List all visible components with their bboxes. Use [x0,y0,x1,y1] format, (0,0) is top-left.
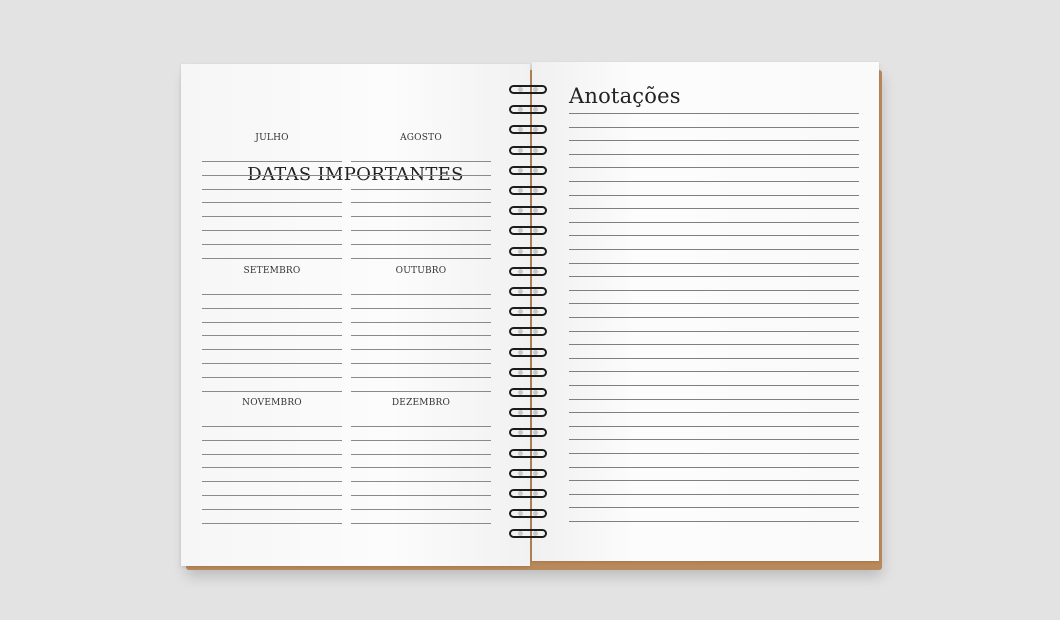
ruled-line [202,481,342,482]
ruled-line [351,523,491,524]
month-label-agosto: AGOSTO [400,133,442,143]
ruled-line [351,495,491,496]
spiral-ring [509,166,547,175]
punch-hole [533,471,538,476]
ruled-line [202,230,342,231]
ruled-line [569,399,859,400]
ruled-line [569,331,859,332]
spiral-ring [509,146,547,155]
month-label-setembro: SETEMBRO [243,266,301,276]
ruled-line [202,189,342,190]
ruled-line [569,467,859,468]
ruled-line [351,391,491,392]
ruled-line [569,113,859,114]
punch-hole [533,269,538,274]
punch-hole [518,148,523,153]
punch-hole [533,350,538,355]
ruled-line [351,308,491,309]
ruled-line [351,349,491,350]
ruled-line [569,439,859,440]
spiral-ring [509,348,547,357]
month-lines-outubro [351,294,491,404]
ruled-line [569,426,859,427]
ruled-line [351,258,491,259]
ruled-line [569,507,859,508]
month-label-outubro: OUTUBRO [395,266,447,276]
punch-hole [518,87,523,92]
ruled-line [351,189,491,190]
ruled-line [569,222,859,223]
ruled-line [351,322,491,323]
ruled-line [351,426,491,427]
ruled-line [351,377,491,378]
ruled-line [569,480,859,481]
punch-hole [533,188,538,193]
punch-hole [533,249,538,254]
ruled-line [202,258,342,259]
ruled-line [202,202,342,203]
ruled-line [569,371,859,372]
ruled-line [202,454,342,455]
ruled-line [569,208,859,209]
spiral-binding [509,85,551,545]
ruled-line [202,467,342,468]
ruled-line [569,453,859,454]
ruled-line [569,154,859,155]
spiral-ring [509,226,547,235]
ruled-line [569,127,859,128]
ruled-line [202,322,342,323]
spiral-ring [509,327,547,336]
punch-hole [518,289,523,294]
punch-hole [533,491,538,496]
spiral-ring [509,408,547,417]
ruled-line [202,523,342,524]
ruled-line [351,481,491,482]
spiral-ring [509,307,547,316]
right-page-title: Anotações [569,84,681,108]
month-lines-dezembro [351,426,491,536]
ruled-line [202,426,342,427]
punch-hole [533,370,538,375]
punch-hole [533,168,538,173]
ruled-line [202,335,342,336]
punch-hole [518,269,523,274]
notes-lines [569,113,859,533]
ruled-line [351,363,491,364]
ruled-line [202,216,342,217]
punch-hole [518,188,523,193]
month-label-julho: JULHO [255,133,289,143]
ruled-line [351,161,491,162]
spiral-ring [509,368,547,377]
punch-hole [518,471,523,476]
ruled-line [569,167,859,168]
spiral-ring [509,105,547,114]
spiral-ring [509,388,547,397]
ruled-line [569,276,859,277]
ruled-line [569,494,859,495]
spiral-ring [509,287,547,296]
ruled-line [351,335,491,336]
ruled-line [569,358,859,359]
ruled-line [202,391,342,392]
ruled-line [351,440,491,441]
left-page-title: DATAS IMPORTANTES [247,164,464,185]
spiral-ring [509,509,547,518]
ruled-line [569,235,859,236]
ruled-line [569,521,859,522]
punch-hole [518,370,523,375]
spiral-ring [509,449,547,458]
punch-hole [518,390,523,395]
punch-hole [533,87,538,92]
ruled-line [351,244,491,245]
ruled-line [569,195,859,196]
punch-hole [533,451,538,456]
punch-hole [533,289,538,294]
punch-hole [518,491,523,496]
punch-hole [518,168,523,173]
month-lines-agosto [351,161,491,271]
ruled-line [569,140,859,141]
ruled-line [351,175,491,176]
ruled-line [351,509,491,510]
spiral-ring [509,529,547,538]
punch-hole [533,148,538,153]
ruled-line [351,294,491,295]
ruled-line [202,495,342,496]
ruled-line [202,161,342,162]
punch-hole [518,451,523,456]
punch-hole [518,249,523,254]
ruled-line [569,290,859,291]
ruled-line [202,349,342,350]
ruled-line [351,202,491,203]
spiral-ring [509,469,547,478]
ruled-line [202,440,342,441]
ruled-line [351,454,491,455]
ruled-line [202,244,342,245]
month-lines-novembro [202,426,342,536]
spiral-ring [509,186,547,195]
punch-hole [533,390,538,395]
ruled-line [202,308,342,309]
spiral-ring [509,247,547,256]
spiral-ring [509,489,547,498]
ruled-line [202,509,342,510]
month-label-dezembro: DEZEMBRO [391,398,451,408]
ruled-line [202,363,342,364]
ruled-line [202,377,342,378]
ruled-line [569,181,859,182]
ruled-line [569,249,859,250]
ruled-line [351,216,491,217]
month-label-novembro: NOVEMBRO [242,398,302,408]
spiral-ring [509,428,547,437]
ruled-line [351,230,491,231]
spiral-ring [509,125,547,134]
ruled-line [569,412,859,413]
spiral-ring [509,267,547,276]
ruled-line [569,317,859,318]
spiral-ring [509,85,547,94]
ruled-line [202,294,342,295]
ruled-line [569,303,859,304]
month-lines-julho [202,161,342,271]
ruled-line [351,467,491,468]
punch-hole [518,350,523,355]
ruled-line [202,175,342,176]
spiral-ring [509,206,547,215]
ruled-line [569,344,859,345]
month-lines-setembro [202,294,342,404]
ruled-line [569,263,859,264]
ruled-line [569,385,859,386]
